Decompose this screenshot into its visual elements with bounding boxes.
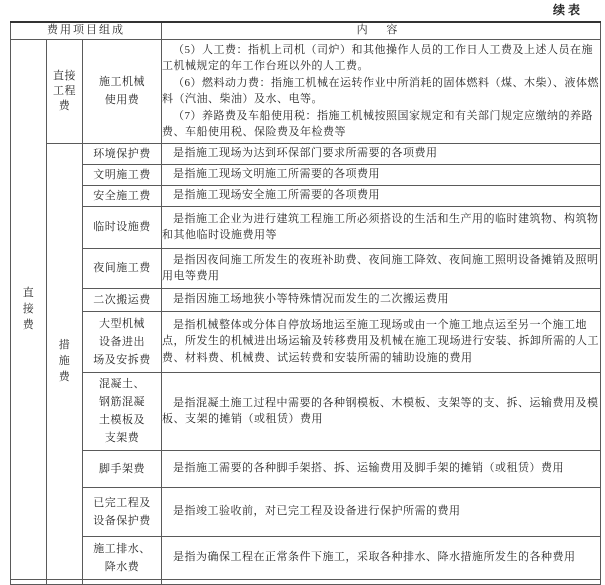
continued-cell — [162, 579, 601, 584]
item-name-line: 夜间施工费 — [93, 262, 151, 274]
subcategory-measure-cost — [47, 143, 83, 579]
content-paragraph: （7）养路费及车船使用税：指施工机械按照国家规定和有关部门规定应缴纳的养路费、车船使用税、保险费及年检费等 — [162, 109, 594, 138]
item-name-line: 大型机械 — [99, 317, 145, 330]
row-large-machinery-entry-exit-installation-fee — [11, 311, 601, 372]
item-name-line: 脚手架费 — [99, 462, 145, 475]
item-content — [162, 450, 601, 487]
item-name — [83, 206, 162, 248]
continued-cell — [11, 579, 47, 584]
header-row — [11, 22, 601, 39]
item-name-line: 二次搬运费 — [93, 293, 151, 306]
item-name-line: 钢筋混凝 — [99, 396, 145, 408]
item-name — [83, 311, 162, 372]
row-environmental-protection-fee — [11, 143, 601, 164]
item-content — [162, 487, 601, 536]
item-name — [83, 372, 162, 450]
item-name — [83, 487, 162, 536]
header-item-composition: 费用项目组成 — [11, 22, 162, 39]
row-completed-works-equipment-protection-fee — [11, 487, 601, 536]
item-name-line: 支架费 — [104, 432, 140, 444]
content-paragraph: 是指因施工场地狭小等特殊情况而发生的二次搬运费用 — [173, 293, 450, 306]
item-content — [162, 164, 601, 185]
content-paragraph: 是指为确保工程在正常条件下施工，采取各种排水、降水措施所发生的各种费用 — [173, 551, 576, 564]
item-name — [83, 288, 162, 311]
row-scaffolding-fee — [11, 450, 601, 487]
content-paragraph: 是指施工现场为达到环保部门要求所需要的各项费用 — [173, 147, 438, 160]
item-name-line: 场及安拆费 — [93, 353, 151, 366]
item-name-line: 混凝土、 — [99, 378, 145, 390]
item-name-line: 安全施工费 — [93, 189, 151, 202]
row-temporary-facilities-fee — [11, 206, 601, 248]
item-name-line: 设备保护费 — [93, 514, 151, 527]
item-content — [162, 143, 601, 164]
content-paragraph: （5）人工费：指机上司机（司炉）和其他操作人员的工作日人工费及上述人员在施工机械规定的年工作台班以外的人工费。 — [162, 43, 594, 72]
subcategory-direct-engineering-cost-label: 直接工程费 — [53, 69, 76, 112]
item-name — [83, 450, 162, 487]
item-content — [162, 39, 601, 143]
item-name — [83, 143, 162, 164]
item-content — [162, 185, 601, 206]
content-paragraph: 是指施工企业为进行建筑工程施工所必须搭设的生活和生产用的临时建筑物、构筑物和其他临时设施费用等 — [162, 212, 599, 241]
content-paragraph: 是指混凝土施工过程中需要的各种钢模板、木模板、支架等的支、拆、运输费用及模板、支架的摊销（或租赁）费用 — [162, 396, 599, 425]
item-name — [83, 248, 162, 288]
content-paragraph: 是指施工需要的各种脚手架搭、拆、运输费用及脚手架的摊销（或租赁）费用 — [173, 462, 565, 475]
item-name-line: 施工机械 — [99, 76, 145, 88]
continued-cell — [47, 579, 83, 584]
cost-composition-table — [10, 21, 601, 585]
row-construction-machinery-usage-fee — [11, 39, 601, 143]
item-content — [162, 248, 601, 288]
item-name-line: 环境保护费 — [93, 147, 151, 160]
item-content — [162, 372, 601, 450]
item-name — [83, 536, 162, 579]
row-construction-drainage-dewatering-fee — [11, 536, 601, 579]
row-civilized-construction-fee — [11, 164, 601, 185]
item-name-line: 设备进出 — [99, 335, 145, 348]
item-content — [162, 206, 601, 248]
row-concrete-formwork-support-fee — [11, 372, 601, 450]
row-secondary-handling-fee — [11, 288, 601, 311]
content-paragraph: 是指机械整体或分体自停放场地运至施工现场或由一个施工地点运至另一个施工地点，所发生的机械进出场运输及转移费用及机械在施工现场进行安装、拆卸所需的人工费、材料费、机械费、试运转费和安装所需的辅助设施的费用 — [162, 318, 600, 364]
header-content: 内 容 — [162, 22, 601, 39]
content-paragraph: 是指施工现场文明施工所需要的各项费用 — [173, 168, 381, 181]
row-night-construction-fee — [11, 248, 601, 288]
continued-row — [11, 579, 601, 584]
continued-cell — [83, 579, 162, 584]
content-paragraph: （6）燃料动力费：指施工机械在运转作业中所消耗的固体燃料（煤、木柴）、液体燃料（汽油、柴油）及水、电等。 — [162, 76, 600, 105]
item-name — [83, 185, 162, 206]
item-name-line: 已完工程及 — [93, 496, 151, 509]
category-direct-cost-label: 直接费 — [22, 287, 35, 331]
item-name-line: 土模板及 — [99, 414, 145, 426]
subcategory-direct-engineering-cost — [47, 39, 83, 143]
item-content — [162, 311, 601, 372]
item-name-line: 文明施工费 — [93, 168, 151, 181]
item-name-line: 使用费 — [104, 94, 140, 106]
subcategory-measure-cost-label: 措施费 — [58, 339, 71, 383]
item-name — [83, 164, 162, 185]
continued-table-label: 续表 — [552, 3, 583, 17]
item-name-line: 临时设施费 — [93, 221, 151, 233]
row-safe-construction-fee — [11, 185, 601, 206]
category-direct-cost — [11, 39, 47, 579]
item-name — [83, 39, 162, 143]
content-paragraph: 是指竣工验收前，对已完工程及设备进行保护所需的费用 — [173, 505, 461, 518]
content-paragraph: 是指因夜间施工所发生的夜班补助费、夜间施工降效、夜间施工照明设备摊销及照明用电等费用 — [162, 253, 599, 282]
item-name-line: 施工排水、 — [93, 542, 151, 555]
content-paragraph: 是指施工现场安全施工所需要的各项费用 — [173, 189, 381, 202]
item-name-line: 降水费 — [104, 560, 140, 573]
item-content — [162, 536, 601, 579]
item-content — [162, 288, 601, 311]
